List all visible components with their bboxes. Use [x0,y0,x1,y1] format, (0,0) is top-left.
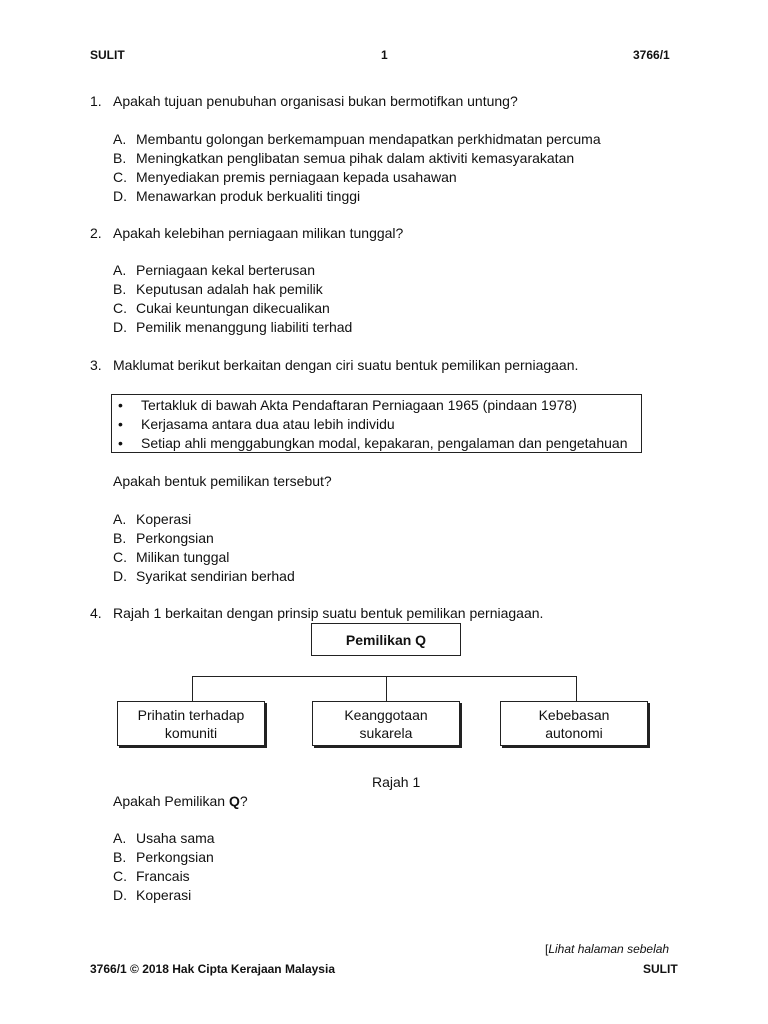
question-text: Maklumat berikut berkaitan dengan ciri suatu bentuk pemilikan perniagaan. [113,357,579,373]
option-b [113,529,295,548]
bullet-icon: • [118,435,123,451]
child-label-line: Kebebasan [538,706,610,723]
bullet-text: Kerjasama antara dua atau lebih individu [141,416,395,432]
child-label-line: komuniti [164,724,218,741]
option-text: Perkongsian [136,530,214,546]
option-letter: A. [113,830,127,846]
option-text: Meningkatkan penglibatan semua pihak dalam aktiviti kemasyarakatan [136,150,575,166]
option-text: Keputusan adalah hak pemilik [136,281,323,297]
connector-middle [386,676,387,701]
option-text: Koperasi [136,511,192,527]
option-d [113,886,215,905]
option-text: Koperasi [136,887,192,903]
option-c [113,299,352,318]
option-text: Milikan tunggal [136,549,230,565]
option-letter: D. [113,319,127,335]
option-letter: D. [113,887,127,903]
option-letter: D. [113,568,127,584]
child-label-line: autonomi [545,724,603,741]
option-d [113,567,295,586]
option-text: Menyediakan premis perniagaan kepada usahawan [136,169,457,185]
diagram-root-label: Pemilikan Q [345,631,427,648]
child-label-line: sukarela [359,724,413,741]
option-letter: B. [113,281,127,297]
question-3 [90,356,578,375]
option-text: Usaha sama [136,830,215,846]
option-letter: A. [113,262,127,278]
option-text: Perniagaan kekal berterusan [136,262,316,278]
question-3-prompt: Apakah bentuk pemilikan tersebut? [113,473,332,489]
option-c [113,168,601,187]
footer-copyright: 3766/1 © 2018 Hak Cipta Kerajaan Malaysia [90,962,335,976]
question-2 [90,224,403,243]
option-text: Perkongsian [136,849,214,865]
option-a [113,261,352,280]
question-1-options [113,130,601,206]
option-b [113,149,601,168]
option-text: Menawarkan produk berkualiti tinggi [136,188,361,204]
question-4 [90,604,543,623]
footer-next-page [545,942,669,956]
option-letter: B. [113,849,127,865]
option-letter: D. [113,188,127,204]
diagram-child-box [312,701,460,746]
diagram-root-box [311,623,461,656]
question-number: 4. [90,605,102,621]
bullet-item [118,396,641,415]
option-text: Pemilik menanggung liabiliti terhad [136,319,353,335]
option-text: Francais [136,868,190,884]
option-letter: C. [113,868,127,884]
question-text: Rajah 1 berkaitan dengan prinsip suatu bentuk pemilikan perniagaan. [113,605,544,621]
footer-bracket: [ [545,942,549,956]
option-b [113,848,215,867]
option-a [113,510,295,529]
diagram-child-box [117,701,265,746]
option-text: Cukai keuntungan dikecualikan [136,300,330,316]
page-number: 1 [381,48,388,62]
footer-next-page-text: Lihat halaman sebelah [548,942,670,956]
question-2-options [113,261,352,337]
bullet-icon: • [118,397,123,413]
option-letter: C. [113,300,127,316]
connector-left [192,676,193,701]
child-label-line: Keanggotaan [344,706,428,723]
bullet-icon: • [118,416,123,432]
question-4-options [113,829,215,905]
question-text: Apakah tujuan penubuhan organisasi bukan bermotifkan untung? [113,93,518,109]
option-c [113,867,215,886]
option-letter: A. [113,511,127,527]
option-d [113,187,601,206]
question-number: 1. [90,93,102,109]
option-d [113,318,352,337]
option-c [113,548,295,567]
option-text: Membantu golongan berkemampuan mendapatkan perkhidmatan percuma [136,131,601,147]
option-letter: C. [113,549,127,565]
question-number: 2. [90,225,102,241]
child-label-line: Prihatin terhadap [137,706,245,723]
bullet-text: Tertakluk di bawah Akta Pendaftaran Perniagaan 1965 (pindaan 1978) [141,397,577,413]
question-text: Apakah kelebihan perniagaan milikan tunggal? [113,225,404,241]
option-letter: B. [113,150,127,166]
option-a [113,130,601,149]
question-3-options [113,510,295,586]
connector-horizontal [192,676,577,677]
diagram-caption: Rajah 1 [372,774,421,790]
header-left-classification: SULIT [90,48,125,62]
prompt-text: ? [239,793,248,809]
prompt-text: Apakah Pemilikan [113,793,229,809]
option-a [113,829,215,848]
question-4-prompt [113,792,248,811]
option-letter: B. [113,530,127,546]
bullet-text: Setiap ahli menggabungkan modal, kepakaran, pengalaman dan pengetahuan [141,435,628,451]
question-1 [90,92,518,111]
option-text: Syarikat sendirian berhad [136,568,295,584]
option-b [113,280,352,299]
question-number: 3. [90,357,102,373]
bullet-item [118,434,641,453]
characteristics-box [111,394,642,453]
diagram-child-box [500,701,648,746]
option-letter: A. [113,131,127,147]
option-letter: C. [113,169,127,185]
header-paper-code: 3766/1 [633,48,670,62]
bullet-item [118,415,641,434]
connector-right [576,676,577,701]
prompt-bold: Q [228,793,240,809]
footer-classification: SULIT [643,962,678,976]
